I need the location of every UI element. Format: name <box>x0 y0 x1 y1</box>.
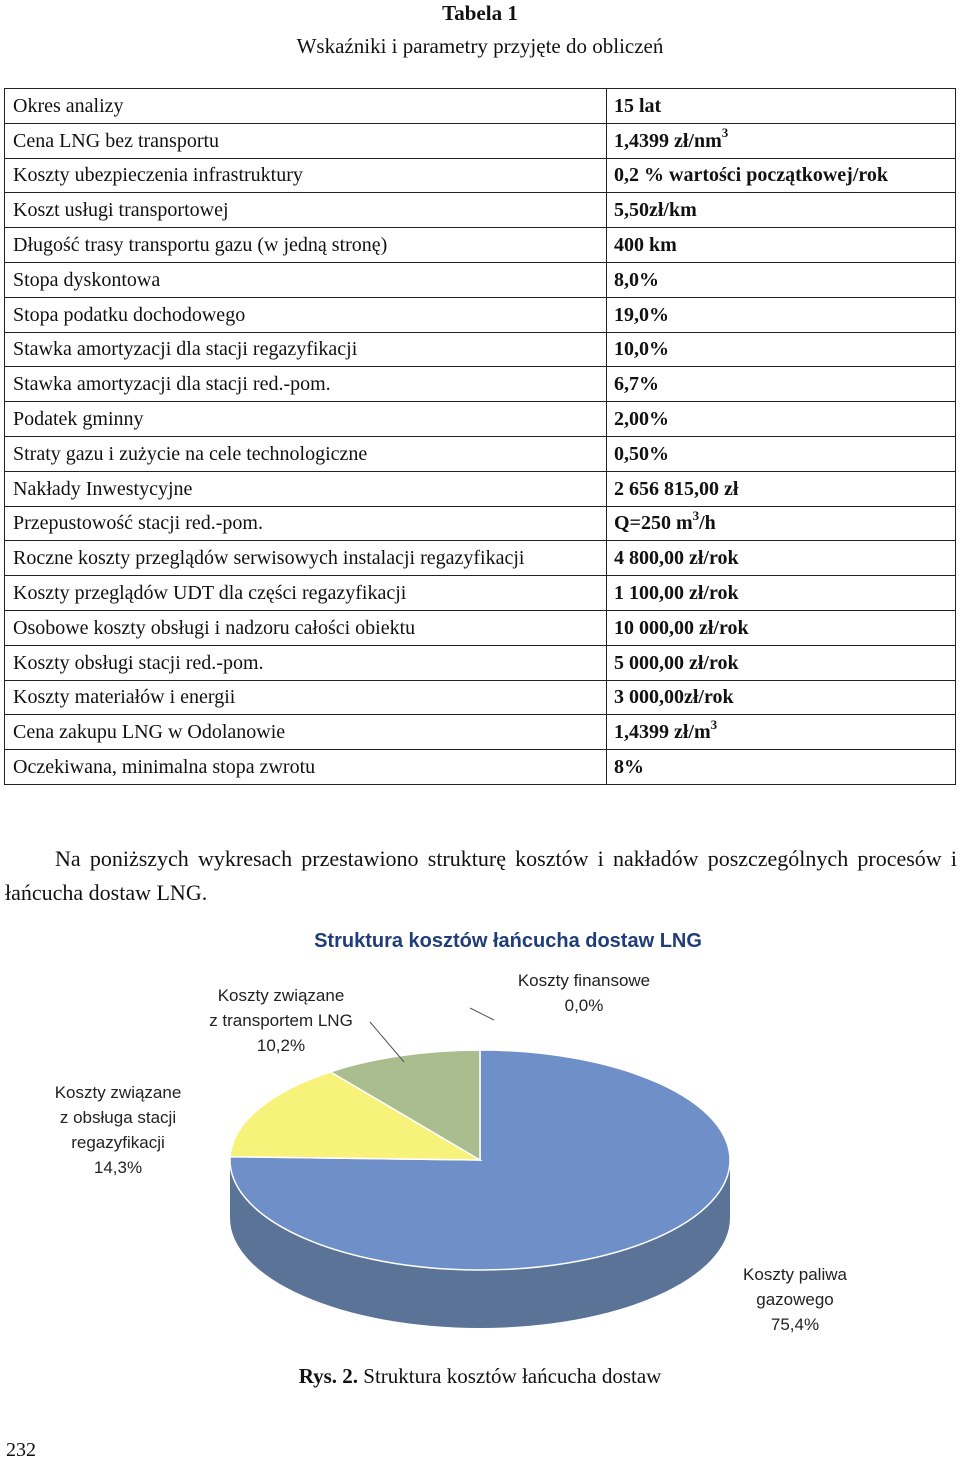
parameter-value <box>607 541 956 576</box>
parameter-value <box>607 610 956 645</box>
parameter-value-text: 1,4399 zł/nm <box>614 129 722 152</box>
parameters-table <box>4 88 956 785</box>
parameter-row <box>5 680 956 715</box>
parameter-value-text: 15 lat <box>614 94 662 117</box>
parameter-value <box>607 750 956 785</box>
parameter-value <box>607 193 956 228</box>
parameter-row <box>5 610 956 645</box>
parameter-row <box>5 471 956 506</box>
parameter-value-text: 8% <box>614 756 644 779</box>
parameter-value-text: 0,2 % wartości początkowej/rok <box>614 164 889 187</box>
parameter-value <box>607 89 956 124</box>
parameter-row <box>5 750 956 785</box>
parameter-label: Przepustowość stacji red.-pom. <box>5 506 607 541</box>
parameter-value <box>607 715 956 750</box>
parameter-row <box>5 367 956 402</box>
chart-title: Struktura kosztów łańcucha dostaw LNG <box>314 930 702 952</box>
parameter-value-text: 10,0% <box>614 338 669 361</box>
figure-caption-text: Struktura kosztów łańcucha dostaw <box>358 1364 662 1388</box>
parameter-label: Podatek gminny <box>5 402 607 437</box>
parameter-value <box>607 123 956 158</box>
parameter-label: Nakłady Inwestycyjne <box>5 471 607 506</box>
parameter-row <box>5 541 956 576</box>
parameter-row <box>5 506 956 541</box>
parameter-value-suffix: /h <box>699 512 716 535</box>
parameter-value <box>607 436 956 471</box>
parameter-row <box>5 436 956 471</box>
parameter-label: Koszty materiałów i energii <box>5 680 607 715</box>
parameter-label: Stopa podatku dochodowego <box>5 297 607 332</box>
parameter-value <box>607 367 956 402</box>
parameter-value-text: 3 000,00zł/rok <box>614 686 734 709</box>
parameter-label: Stawka amortyzacji dla stacji red.-pom. <box>5 367 607 402</box>
parameter-value <box>607 471 956 506</box>
parameter-label: Osobowe koszty obsługi i nadzoru całości obiektu <box>5 610 607 645</box>
parameter-value <box>607 228 956 263</box>
parameters-table-body <box>5 89 956 785</box>
parameter-value-text: 2,00% <box>614 408 669 431</box>
parameter-value <box>607 332 956 367</box>
parameter-value <box>607 506 956 541</box>
slice-label-line: regazyfikacji <box>71 1133 165 1152</box>
pie-tops <box>230 1050 730 1270</box>
parameter-value <box>607 297 956 332</box>
parameter-label: Koszty przeglądów UDT dla części regazyfikacji <box>5 576 607 611</box>
parameter-label: Stawka amortyzacji dla stacji regazyfikacji <box>5 332 607 367</box>
parameter-label: Cena zakupu LNG w Odolanowie <box>5 715 607 750</box>
table-title: Wskaźniki i parametry przyjęte do obliczeń <box>296 34 664 58</box>
parameter-row <box>5 262 956 297</box>
slice-label-line: 75,4% <box>770 1315 820 1334</box>
parameter-value-superscript: 3 <box>710 716 718 732</box>
parameter-row <box>5 645 956 680</box>
parameter-label: Cena LNG bez transportu <box>5 123 607 158</box>
figure-caption-label: Rys. 2. <box>298 1364 359 1388</box>
parameter-label: Roczne koszty przeglądów serwisowych instalacji regazyfikacji <box>5 541 607 576</box>
figure-caption <box>0 1362 960 1390</box>
slice-label-line: Koszty finansowe <box>517 971 651 990</box>
parameter-value-text: 5,50zł/km <box>614 199 697 222</box>
parameter-label: Oczekiwana, minimalna stopa zwrotu <box>5 750 607 785</box>
slice-label-line: 10,2% <box>256 1036 306 1055</box>
slice-label-transport <box>176 983 386 1058</box>
slice-label-line: 0,0% <box>564 996 604 1015</box>
parameter-value <box>607 645 956 680</box>
parameter-value <box>607 402 956 437</box>
slice-label-line: Koszty związane <box>54 1083 182 1102</box>
parameter-row <box>5 89 956 124</box>
slice-label-line: gazowego <box>756 1290 834 1309</box>
parameter-label: Koszty ubezpieczenia infrastruktury <box>5 158 607 193</box>
slice-label-line: 14,3% <box>93 1158 143 1177</box>
parameter-row <box>5 193 956 228</box>
parameter-label: Okres analizy <box>5 89 607 124</box>
parameter-value-text: 400 km <box>614 234 677 257</box>
parameter-value-text: 8,0% <box>614 268 659 291</box>
parameter-value <box>607 680 956 715</box>
parameter-value-text: 2 656 815,00 zł <box>614 477 739 500</box>
parameter-value-text: 4 800,00 zł/rok <box>614 547 739 570</box>
parameter-label: Straty gazu i zużycie na cele technologiczne <box>5 436 607 471</box>
parameter-label: Długość trasy transportu gazu (w jedną stronę) <box>5 228 607 263</box>
parameter-label: Koszt usługi transportowej <box>5 193 607 228</box>
table-label: Tabela 1 <box>442 1 518 25</box>
parameter-value <box>607 576 956 611</box>
parameter-row <box>5 402 956 437</box>
parameter-value-text: 19,0% <box>614 303 669 326</box>
parameter-value-superscript: 3 <box>692 507 700 523</box>
parameter-value-text: 0,50% <box>614 442 669 465</box>
slice-label-line: z transportem LNG <box>209 1011 353 1030</box>
slice-label-line: Koszty związane <box>217 986 345 1005</box>
parameter-value <box>607 262 956 297</box>
slice-label-financial <box>486 968 682 1018</box>
slice-label-fuel <box>705 1262 885 1337</box>
parameter-label: Stopa dyskontowa <box>5 262 607 297</box>
parameter-value-text: 1 100,00 zł/rok <box>614 582 739 605</box>
parameter-value-text: 6,7% <box>614 373 659 396</box>
parameter-value-text: Q=250 m <box>614 512 693 535</box>
parameter-label: Koszty obsługi stacji red.-pom. <box>5 645 607 680</box>
slice-label-line: Koszty paliwa <box>743 1265 847 1284</box>
parameter-row <box>5 715 956 750</box>
parameter-row <box>5 228 956 263</box>
body-paragraph: Na poniższych wykresach przestawiono strukturę kosztów i nakładów poszczególnych procesów i łańcucha dostaw LNG. <box>5 846 957 905</box>
page-number: 232 <box>6 1439 36 1461</box>
parameter-row <box>5 576 956 611</box>
parameter-value <box>607 158 956 193</box>
parameter-value-text: 10 000,00 zł/rok <box>614 616 749 639</box>
slice-label-line: z obsługa stacji <box>59 1108 177 1127</box>
parameter-value-text: 1,4399 zł/m <box>614 721 711 744</box>
parameter-row <box>5 158 956 193</box>
parameter-value-text: 5 000,00 zł/rok <box>614 651 739 674</box>
parameter-value-superscript: 3 <box>721 125 729 141</box>
slice-label-regasification <box>28 1080 208 1180</box>
parameter-row <box>5 297 956 332</box>
parameter-row <box>5 123 956 158</box>
parameter-row <box>5 332 956 367</box>
